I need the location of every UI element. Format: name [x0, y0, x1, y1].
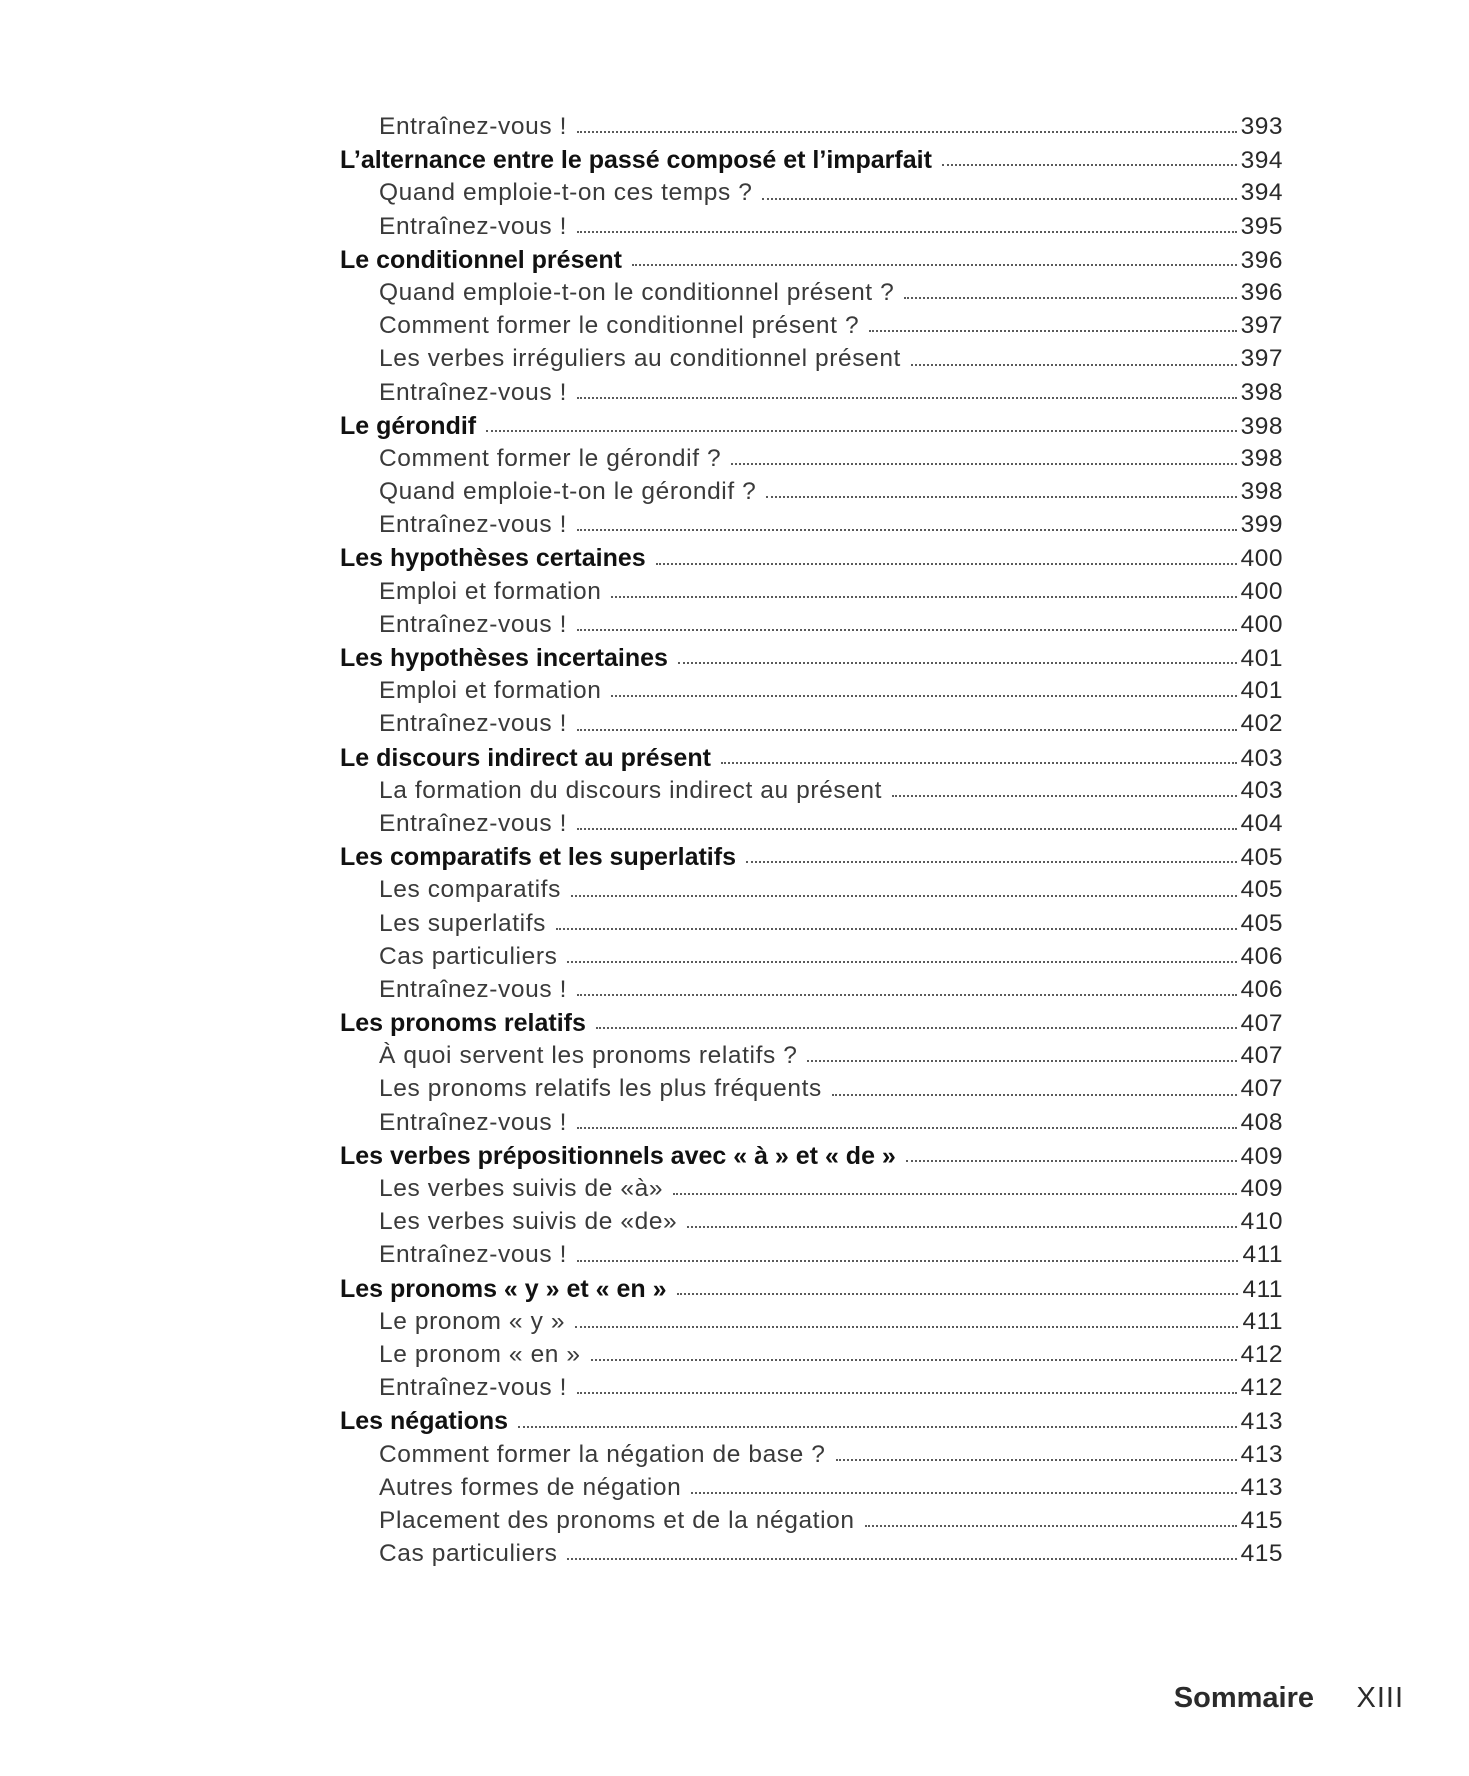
- dot-leader: [577, 629, 1237, 631]
- toc-entry-title: Les verbes suivis de «à»: [379, 1175, 664, 1202]
- toc-entry-page-number: 415: [1240, 1540, 1283, 1568]
- toc-section-entry[interactable]: [340, 705, 1283, 738]
- toc-entry-title: Entraînez-vous !: [379, 212, 567, 240]
- dot-leader: [577, 828, 1237, 830]
- toc-entry-page-number: 394: [1240, 179, 1283, 207]
- toc-chapter-entry[interactable]: [340, 1270, 1283, 1303]
- toc-entry-page-number: 408: [1240, 1108, 1283, 1136]
- toc-entry-title: Les pronoms relatifs: [340, 1009, 586, 1038]
- toc-entry-title: Entraînez-vous !: [379, 610, 567, 638]
- toc-section-entry[interactable]: [340, 606, 1283, 639]
- toc-entry-page-number: 396: [1240, 246, 1283, 274]
- footer-page-number: XIII: [1356, 1682, 1404, 1714]
- toc-entry-title: Entraînez-vous !: [379, 809, 567, 837]
- toc-entry-page-number: 398: [1240, 478, 1283, 506]
- toc-entry-page-number: 398: [1240, 444, 1283, 472]
- toc-entry-page-number: 413: [1240, 1473, 1283, 1501]
- toc-entry-title: Autres formes de négation: [379, 1473, 682, 1501]
- toc-entry-title: Les négations: [340, 1407, 509, 1436]
- toc-entry-title: Quand emploie-t-on le gérondif ?: [379, 478, 757, 506]
- toc-entry-page-number: 397: [1240, 312, 1283, 340]
- dot-leader: [575, 1326, 1238, 1328]
- toc-entry-title: Entraînez-vous !: [379, 1108, 567, 1136]
- toc-entry-title: Emploi et formation: [379, 577, 602, 605]
- dot-leader: [567, 1558, 1236, 1560]
- toc-entry-title: Le pronom « y »: [379, 1307, 566, 1335]
- toc-section-entry[interactable]: [340, 208, 1283, 241]
- toc-entry-title: Les comparatifs: [379, 876, 561, 904]
- toc-section-entry[interactable]: [340, 1436, 1283, 1469]
- toc-entry-title: Le conditionnel présent: [340, 245, 622, 274]
- toc-entry-page-number: 401: [1240, 677, 1283, 705]
- dot-leader: [611, 596, 1236, 598]
- toc-entry-title: Placement des pronoms et de la négation: [379, 1506, 855, 1534]
- dot-leader: [577, 1127, 1237, 1129]
- toc-entry-page-number: 405: [1240, 876, 1283, 904]
- toc-section-entry[interactable]: [340, 307, 1283, 340]
- dot-leader: [486, 430, 1237, 432]
- toc-entry-page-number: 413: [1240, 1440, 1283, 1468]
- toc-entry-page-number: 405: [1240, 909, 1283, 937]
- toc-chapter-entry[interactable]: [340, 241, 1283, 274]
- toc-entry-page-number: 412: [1240, 1374, 1283, 1402]
- toc-section-entry[interactable]: [340, 905, 1283, 938]
- toc-entry-page-number: 406: [1240, 942, 1283, 970]
- toc-section-entry[interactable]: [340, 1535, 1283, 1568]
- dot-leader: [731, 463, 1236, 465]
- dot-leader: [687, 1226, 1236, 1228]
- toc-section-entry[interactable]: [340, 1070, 1283, 1103]
- toc-entry-page-number: 410: [1240, 1208, 1283, 1236]
- toc-section-entry[interactable]: [340, 1104, 1283, 1137]
- dot-leader: [892, 795, 1237, 797]
- toc-entry-title: Entraînez-vous !: [379, 975, 567, 1003]
- dot-leader: [577, 131, 1237, 133]
- dot-leader: [836, 1459, 1237, 1461]
- toc-entry-title: Entraînez-vous !: [379, 1241, 567, 1269]
- dot-leader: [611, 695, 1236, 697]
- toc-section-entry[interactable]: [340, 672, 1283, 705]
- toc-chapter-entry[interactable]: [340, 739, 1283, 772]
- dot-leader: [577, 994, 1237, 996]
- toc-entry-page-number: 395: [1240, 212, 1283, 240]
- dot-leader: [766, 496, 1236, 498]
- toc-entry-page-number: 409: [1240, 1175, 1283, 1202]
- toc-chapter-entry[interactable]: [340, 141, 1283, 174]
- toc-section-entry[interactable]: [340, 1469, 1283, 1502]
- toc-entry-page-number: 405: [1240, 844, 1283, 872]
- toc-section-entry[interactable]: [340, 274, 1283, 307]
- toc-entry-page-number: 398: [1240, 378, 1283, 406]
- toc-entry-title: Les verbes prépositionnels avec « à » et « de »: [340, 1141, 896, 1170]
- toc-section-entry[interactable]: [340, 174, 1283, 207]
- toc-entry-page-number: 404: [1240, 809, 1283, 837]
- toc-entry-page-number: 407: [1240, 1075, 1283, 1103]
- toc-entry-page-number: 403: [1240, 744, 1283, 772]
- dot-leader: [577, 1392, 1237, 1394]
- toc-section-entry[interactable]: [340, 1203, 1283, 1236]
- toc-entry-title: Comment former le gérondif ?: [379, 444, 722, 472]
- dot-leader: [673, 1193, 1237, 1195]
- toc-entry-title: Le discours indirect au présent: [340, 743, 711, 772]
- toc-entry-page-number: 412: [1240, 1340, 1283, 1368]
- dot-leader: [518, 1426, 1237, 1428]
- toc-section-entry[interactable]: [340, 938, 1283, 971]
- toc-entry-title: Le pronom « en »: [379, 1340, 581, 1368]
- toc-entry-title: Entraînez-vous !: [379, 511, 567, 539]
- dot-leader: [577, 397, 1237, 399]
- toc-entry-page-number: 402: [1240, 710, 1283, 738]
- toc-chapter-entry[interactable]: [340, 639, 1283, 672]
- toc-section-entry[interactable]: [340, 805, 1283, 838]
- toc-section-entry[interactable]: [340, 1336, 1283, 1369]
- toc-entry-title: Entraînez-vous !: [379, 378, 567, 406]
- toc-entry-title: Les verbes suivis de «de»: [379, 1208, 678, 1236]
- toc-chapter-entry[interactable]: [340, 1137, 1283, 1170]
- dot-leader: [807, 1060, 1236, 1062]
- toc-entry-page-number: 403: [1240, 776, 1283, 804]
- toc-entry-title: Quand emploie-t-on le conditionnel présent ?: [379, 278, 895, 306]
- dot-leader: [762, 198, 1236, 200]
- toc-entry-title: Les pronoms relatifs les plus fréquents: [379, 1075, 822, 1103]
- toc-chapter-entry[interactable]: [340, 1402, 1283, 1435]
- toc-entry-title: À quoi servent les pronoms relatifs ?: [379, 1042, 798, 1070]
- toc-section-entry[interactable]: [340, 473, 1283, 506]
- toc-entry-page-number: 407: [1240, 1010, 1283, 1038]
- toc-entry-title: La formation du discours indirect au présent: [379, 776, 883, 804]
- dot-leader: [577, 729, 1237, 731]
- dot-leader: [591, 1359, 1237, 1361]
- toc-chapter-entry[interactable]: [340, 1004, 1283, 1037]
- toc-entry-page-number: 415: [1240, 1506, 1283, 1534]
- toc-entry-page-number: 400: [1240, 545, 1283, 573]
- toc-entry-title: Le gérondif: [340, 411, 477, 440]
- dot-leader: [632, 264, 1237, 266]
- toc-entry-title: Cas particuliers: [379, 1540, 558, 1568]
- toc-entry-title: Les hypothèses certaines: [340, 544, 646, 573]
- toc-entry-page-number: 407: [1240, 1042, 1283, 1070]
- toc-entry-title: Les comparatifs et les superlatifs: [340, 843, 736, 872]
- toc-section-entry[interactable]: [340, 1037, 1283, 1070]
- dot-leader: [904, 297, 1236, 299]
- dot-leader: [571, 895, 1237, 897]
- toc-entry-page-number: 398: [1240, 412, 1283, 440]
- toc-section-entry[interactable]: [340, 506, 1283, 539]
- toc-section-entry[interactable]: [340, 871, 1283, 904]
- dot-leader: [911, 364, 1237, 366]
- toc-section-entry[interactable]: [340, 1303, 1283, 1336]
- toc-entry-page-number: 393: [1240, 113, 1283, 140]
- toc-entry-page-number: 400: [1240, 577, 1283, 605]
- dot-leader: [832, 1094, 1237, 1096]
- toc-entry-page-number: 396: [1240, 278, 1283, 306]
- toc-entry-page-number: 397: [1240, 345, 1283, 373]
- toc-entry-title: Quand emploie-t-on ces temps ?: [379, 179, 753, 207]
- toc-entry-title: Comment former la négation de base ?: [379, 1440, 826, 1468]
- toc-section-entry[interactable]: [340, 772, 1283, 805]
- toc-section-entry[interactable]: [340, 1502, 1283, 1535]
- toc-entry-page-number: 411: [1242, 1241, 1283, 1269]
- dot-leader: [906, 1160, 1237, 1162]
- toc-entry-title: Entraînez-vous !: [379, 113, 567, 140]
- dot-leader: [691, 1492, 1236, 1494]
- dot-leader: [865, 1525, 1237, 1527]
- toc-entry-page-number: 400: [1240, 610, 1283, 638]
- footer-section-title: Sommaire: [1173, 1682, 1315, 1714]
- toc-entry-page-number: 411: [1242, 1307, 1283, 1335]
- toc-section-entry[interactable]: [340, 440, 1283, 473]
- toc-chapter-entry[interactable]: [340, 838, 1283, 871]
- dot-leader: [577, 529, 1237, 531]
- toc-entry-title: L’alternance entre le passé composé et l’imparfait: [340, 146, 932, 175]
- dot-leader: [869, 330, 1236, 332]
- dot-leader: [677, 1293, 1239, 1295]
- dot-leader: [577, 1260, 1238, 1262]
- toc-entry-title: Les verbes irréguliers au conditionnel présent: [379, 345, 901, 373]
- toc-section-entry[interactable]: [340, 573, 1283, 606]
- toc-entry-page-number: 409: [1240, 1142, 1283, 1170]
- toc-entry-page-number: 401: [1240, 645, 1283, 672]
- toc-chapter-entry[interactable]: [340, 407, 1283, 440]
- dot-leader: [656, 563, 1237, 565]
- table-of-contents: [340, 108, 1283, 1568]
- toc-entry-title: Emploi et formation: [379, 677, 602, 705]
- toc-entry-page-number: 411: [1242, 1275, 1283, 1303]
- toc-entry-title: Les pronoms « y » et « en »: [340, 1274, 667, 1303]
- toc-entry-title: Entraînez-vous !: [379, 1374, 567, 1402]
- toc-entry-page-number: 413: [1240, 1408, 1283, 1436]
- toc-chapter-entry[interactable]: [340, 539, 1283, 572]
- dot-leader: [567, 961, 1236, 963]
- toc-entry-title: Entraînez-vous !: [379, 710, 567, 738]
- toc-section-entry[interactable]: [340, 1170, 1283, 1203]
- toc-entry-page-number: 399: [1240, 511, 1283, 539]
- dot-leader: [678, 662, 1237, 664]
- toc-section-entry[interactable]: [340, 340, 1283, 373]
- toc-section-entry[interactable]: [340, 1236, 1283, 1269]
- dot-leader: [556, 928, 1237, 930]
- toc-section-entry[interactable]: [340, 971, 1283, 1004]
- dot-leader: [596, 1027, 1237, 1029]
- toc-entry-title: Les superlatifs: [379, 909, 546, 937]
- toc-entry-page-number: 406: [1240, 975, 1283, 1003]
- toc-entry-page-number: 394: [1240, 147, 1283, 175]
- dot-leader: [746, 861, 1237, 863]
- toc-section-entry[interactable]: [340, 374, 1283, 407]
- dot-leader: [721, 762, 1237, 764]
- toc-section-entry[interactable]: [340, 108, 1283, 141]
- dot-leader: [577, 231, 1237, 233]
- dot-leader: [942, 164, 1237, 166]
- toc-entry-title: Comment former le conditionnel présent ?: [379, 312, 860, 340]
- toc-section-entry[interactable]: [340, 1369, 1283, 1402]
- page-footer: [1174, 1682, 1404, 1715]
- toc-entry-title: Les hypothèses incertaines: [340, 644, 668, 672]
- toc-entry-title: Cas particuliers: [379, 942, 558, 970]
